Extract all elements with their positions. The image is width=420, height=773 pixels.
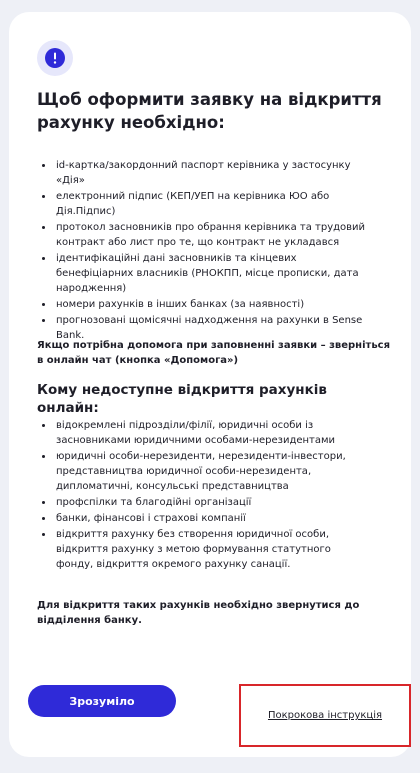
list-item: прогнозовані щомісячні надходження на рахунки в Sense Bank. (41, 313, 371, 343)
list-item: банки, фінансові і страхові компанії (41, 511, 371, 526)
list-item: ідентифікаційні дані засновників та кінцевих бенефіціарних власників (РНОКПП, місце прописки, дата народження) (41, 251, 371, 296)
exclamation-circle-icon (37, 40, 73, 76)
understood-button[interactable]: Зрозуміло (28, 685, 176, 717)
list-item: профспілки та благодійні організації (41, 495, 371, 510)
help-note: Якщо потрібна допомога при заповненні заявки – зверніться в онлайн чат (кнопка «Допомога») (37, 340, 390, 366)
unavailable-heading: Кому недоступне відкриття рахунків онлайн: (37, 382, 327, 416)
list-item: протокол засновників про обрання керівника та трудовий контракт або лист про те, що контракт не укладався (41, 220, 371, 250)
list-item: юридичні особи-нерезиденти, нерезиденти-інвестори, представництва юридичної особи-нерезидента, дипломатичні, консульські представництва (41, 449, 371, 494)
highlight-box (239, 684, 411, 747)
list-item: id-картка/закордонний паспорт керівника у застосунку «Дія» (41, 158, 371, 188)
list-item: номери рахунків в інших банках (за наявності) (41, 297, 371, 312)
dialog-title: Щоб оформити заявку на відкриття рахунку необхідно: (37, 90, 382, 132)
info-dialog (9, 12, 411, 757)
unavailable-list (41, 418, 371, 573)
list-item: відокремлені підрозділи/філії, юридичні особи із засновниками юридичними особами-нерезидентами (41, 418, 371, 448)
list-item: відкриття рахунку без створення юридичної особи, відкриття рахунку з метою формування статутного фонду, відкриття окремого рахунку санації. (41, 527, 371, 572)
step-by-step-guide-link[interactable]: Покрокова інструкція (267, 710, 383, 721)
requirements-list (41, 158, 371, 344)
list-item: електронний підпис (КЕП/УЕП на керівника ЮО або Дія.Підпис) (41, 189, 371, 219)
branch-note: Для відкриття таких рахунків необхідно звернутися до відділення банку. (37, 600, 360, 626)
